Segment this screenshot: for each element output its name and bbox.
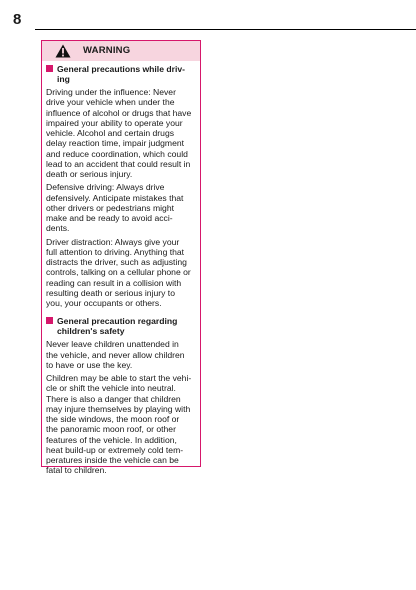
paragraph-children-dangers: Children may be able to start the vehi- cle or shift the vehicle into neutral. There is also a danger that children may injure themselves by playing with the side windows, the moon roof or the panoramic moon roof, or other features of the vehicle. In addition, heat build-up or extremely cold tem- peratures inside the vehicle can be fatal to children. [46,373,192,476]
section-driving-precautions [46,64,195,308]
warning-title: WARNING [83,45,131,56]
paragraph-driving-influence: Driving under the influence: Never drive your vehicle when under the influence of alcohol or drugs that have impaired your ability to operate your vehicle. Alcohol and certain drugs delay reaction time, impair judgment and reduce coordination, which could lead to an accident that could result in death or serious injury. [46,87,192,179]
warning-content [42,61,200,476]
section-heading-text: General precaution regarding children's safety [57,316,178,337]
warning-header [42,41,200,61]
paragraph-defensive-driving: Defensive driving: Always drive defensively. Anticipate mistakes that other drivers or pedestrians might make and be ready to avoid acci- dents. [46,182,184,234]
warning-box [41,40,201,476]
paragraph-driver-distraction: Driver distraction: Always give your full attention to driving. Anything that distracts the driver, such as adjusting controls, talking on a cellular phone or reading can result in a collision with resulting death or serious injury to you, your occupants or others. [46,236,191,308]
square-bullet-icon [46,65,53,72]
section-heading [46,316,195,336]
square-bullet-icon [46,317,53,324]
warning-triangle-icon [55,44,71,58]
section-children-safety [46,316,195,475]
section-heading-text: General precautions while driv- ing [57,64,185,84]
section-heading [46,64,195,84]
paragraph-children-unattended: Never leave children unattended in the vehicle, and never allow children to have or use the key. [46,339,185,370]
page-number: 8 [13,11,22,28]
header-rule [35,29,416,30]
